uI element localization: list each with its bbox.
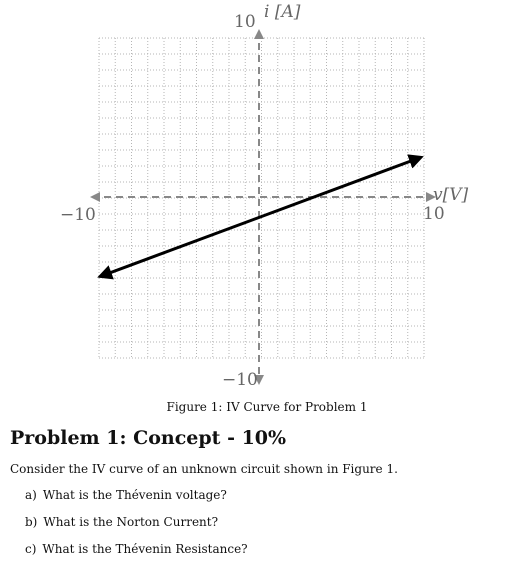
question-text: What is the Thévenin voltage? [42,488,227,502]
y-axis-label: i [A] [264,2,301,22]
x-tick-max-label: 10 [423,204,445,224]
question-item [25,509,248,536]
question-marker: c) [25,542,37,556]
x-axis-label: v[V] [433,185,469,205]
question-text: What is the Thévenin Resistance? [42,542,248,556]
y-tick-min-label: −10 [222,370,258,390]
question-list [25,482,248,563]
iv-curve-line [100,157,421,276]
question-marker: b) [25,515,38,529]
question-text: What is the Norton Current? [43,515,219,529]
question-item [25,482,248,509]
problem-heading: Problem 1: Concept - 10% [10,427,287,449]
question-marker: a) [25,488,37,502]
question-item [25,536,248,563]
y-tick-max-label: 10 [234,12,256,32]
figure-caption: Figure 1: IV Curve for Problem 1 [166,400,368,414]
problem-intro: Consider the IV curve of an unknown circuit shown in Figure 1. [10,462,398,476]
x-tick-min-label: −10 [60,205,96,225]
